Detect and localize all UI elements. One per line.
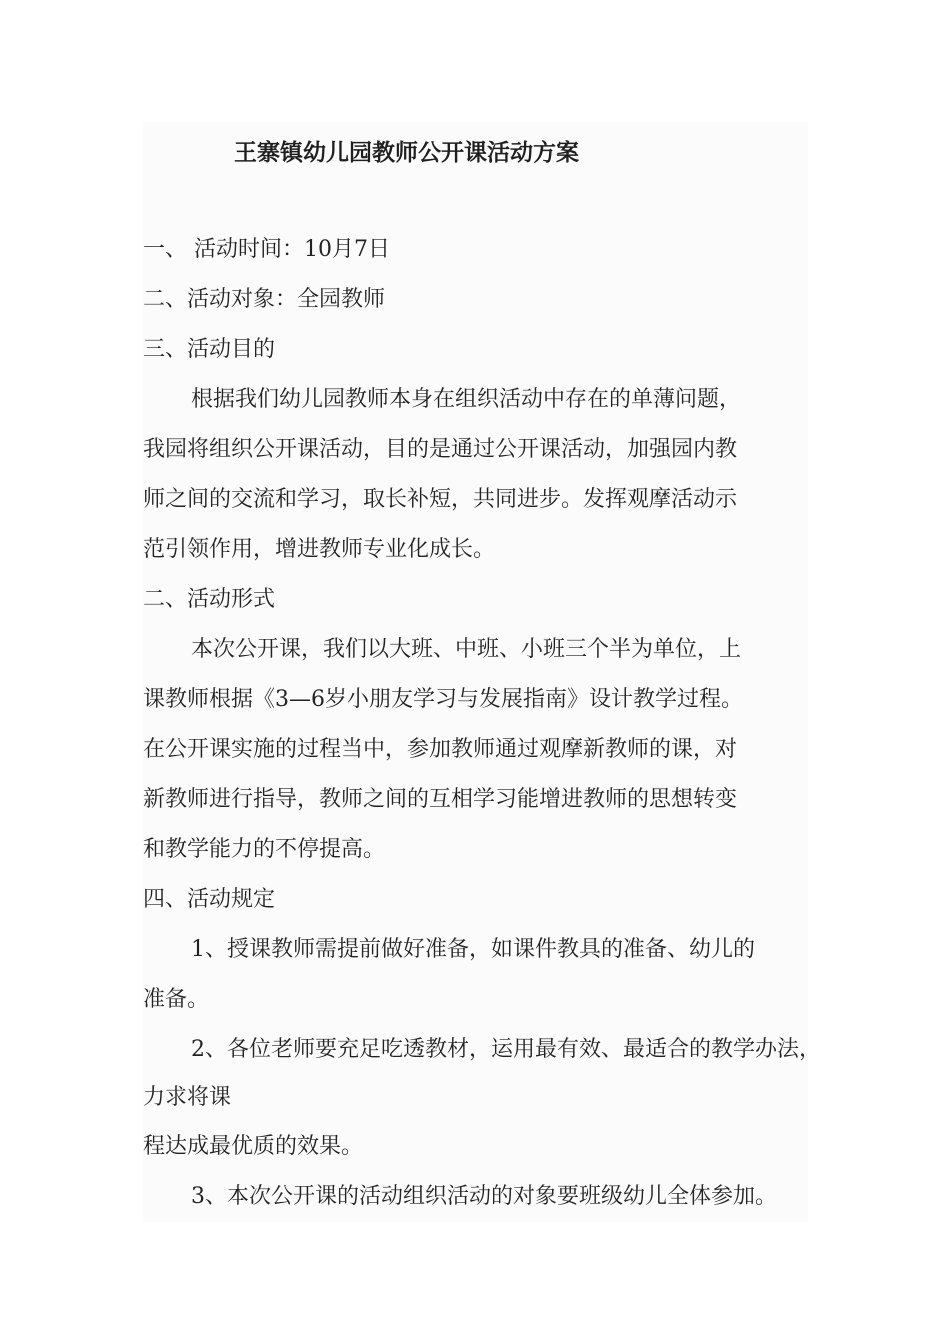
rule-2-line-3: 程达成最优质的效果。 — [143, 1134, 364, 1159]
paragraph-form-line-4: 新教师进行指导，教师之间的互相学习能增进教师的思想转变 — [143, 787, 738, 812]
rule-3-line-1: 3、本次公开课的活动组织活动的对象要班级幼儿全体参加。 — [191, 1184, 777, 1209]
rule-2-line-2: 力求将课 — [143, 1085, 232, 1110]
heading-activity-form: 二、活动形式 — [143, 587, 276, 612]
heading-activity-rules: 四、活动规定 — [143, 887, 276, 912]
paragraph-purpose-line-4: 范引领作用，增进教师专业化成长。 — [143, 537, 496, 562]
paragraph-form-line-2: 课教师根据《3—6岁小朋友学习与发展指南》设计教学过程。 — [143, 687, 743, 712]
paragraph-form-line-5: 和教学能力的不停提高。 — [143, 837, 386, 862]
line-activity-target: 二、活动对象：全园教师 — [143, 287, 386, 312]
heading-activity-purpose: 三、活动目的 — [143, 337, 276, 362]
rule-1-line-1: 1、授课教师需提前做好准备，如课件教具的准备、幼儿的 — [191, 937, 755, 962]
document-title: 王寨镇幼儿园教师公开课活动方案 — [234, 140, 579, 166]
rule-1-line-2: 准备。 — [143, 987, 210, 1012]
line-activity-time: 一、 活动时间：10月7日 — [143, 237, 390, 262]
paragraph-form-line-1: 本次公开课，我们以大班、中班、小班三个半为单位，上 — [191, 637, 742, 662]
paragraph-purpose-line-1: 根据我们幼儿园教师本身在组织活动中存在的单薄问题， — [191, 387, 742, 412]
paragraph-purpose-line-3: 师之间的交流和学习，取长补短，共同进步。发挥观摩活动示 — [143, 487, 738, 512]
paragraph-form-line-3: 在公开课实施的过程当中，参加教师通过观摩新教师的课，对 — [143, 737, 738, 762]
rule-2-line-1: 2、各位老师要充足吃透教材，运用最有效、最适合的教学办法， — [191, 1037, 821, 1062]
paragraph-purpose-line-2: 我园将组织公开课活动，目的是通过公开课活动，加强园内教 — [143, 437, 738, 462]
